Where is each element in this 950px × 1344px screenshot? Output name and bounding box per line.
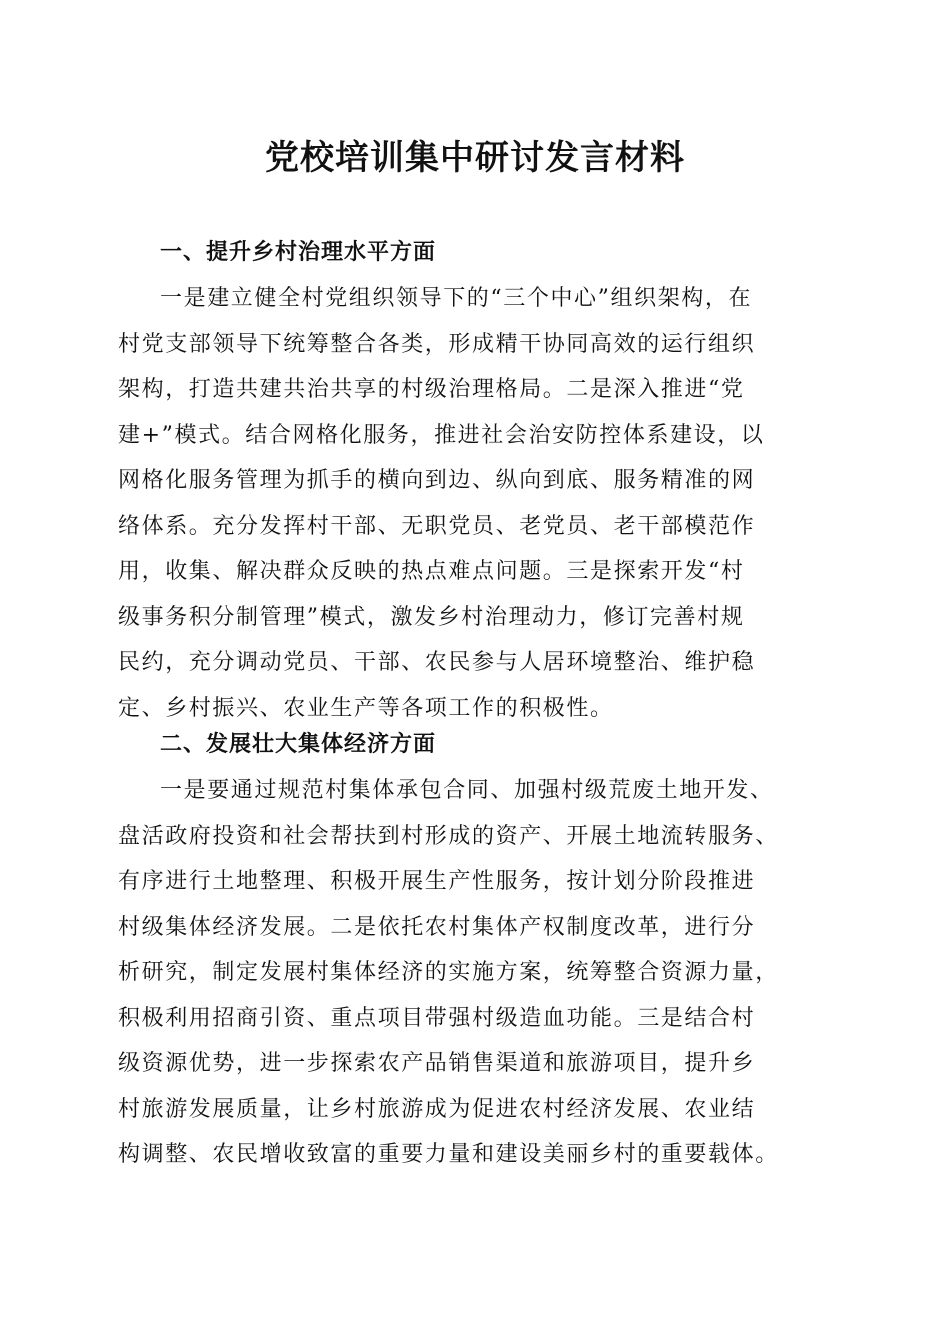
paragraph-line: 民约，充分调动党员、干部、农民参与人居环境整治、维护稳 [118, 650, 756, 675]
paragraph-line: 盘活政府投资和社会帮扶到村形成的资产、开展土地流转服务、 [118, 823, 779, 849]
section-heading-1: 一、提升乡村治理水平方面 [160, 240, 437, 265]
paragraph-line: 级资源优势，进一步探索农产品销售渠道和旅游项目，提升乡 [118, 1051, 756, 1076]
paragraph-line: 定、乡村振兴、农业生产等各项工作的积极性。 [118, 695, 614, 721]
paragraph-line: 一是建立健全村党组织领导下的“三个中心”组织架构，在 [160, 286, 753, 311]
section-2-paragraph [118, 768, 840, 1178]
paragraph-line: 一是要通过规范村集体承包合同、加强村级荒废土地开发、 [160, 778, 774, 803]
paragraph-line: 用，收集、解决群众反映的热点难点问题。三是探索开发“村 [118, 559, 745, 584]
paragraph-line: 架构，打造共建共治共享的村级治理格局。二是深入推进“党 [118, 377, 745, 402]
paragraph-line: 网格化服务管理为抓手的横向到边、纵向到底、服务精准的网 [118, 468, 756, 493]
paragraph-line: 村旅游发展质量，让乡村旅游成为促进农村经济发展、农业结 [118, 1096, 756, 1122]
paragraph-line: 有序进行土地整理、积极开展生产性服务，按计划分阶段推进 [118, 869, 756, 894]
paragraph-line: 构调整、农民增收致富的重要力量和建设美丽乡村的重要载体。 [118, 1142, 779, 1167]
paragraph-line: 析研究，制定发展村集体经济的实施方案，统筹整合资源力量， [118, 960, 779, 985]
paragraph-line: 建+”模式。结合网格化服务，推进社会治安防控体系建设，以 [118, 422, 765, 448]
paragraph-line: 络体系。充分发挥村干部、无职党员、老党员、老干部模范作 [118, 513, 756, 539]
section-heading-2: 二、发展壮大集体经济方面 [160, 732, 437, 757]
paragraph-line: 村党支部领导下统筹整合各类，形成精干协同高效的运行组织 [118, 331, 756, 357]
paragraph-line: 村级集体经济发展。二是依托农村集体产权制度改革，进行分 [118, 914, 756, 940]
paragraph-line: 积极利用招商引资、重点项目带强村级造血功能。三是结合村 [118, 1005, 756, 1031]
document-title: 党校培训集中研讨发言材料 [265, 138, 685, 178]
section-1-paragraph [118, 276, 840, 731]
paragraph-line: 级事务积分制管理”模式，激发乡村治理动力，修订完善村规 [118, 604, 745, 630]
